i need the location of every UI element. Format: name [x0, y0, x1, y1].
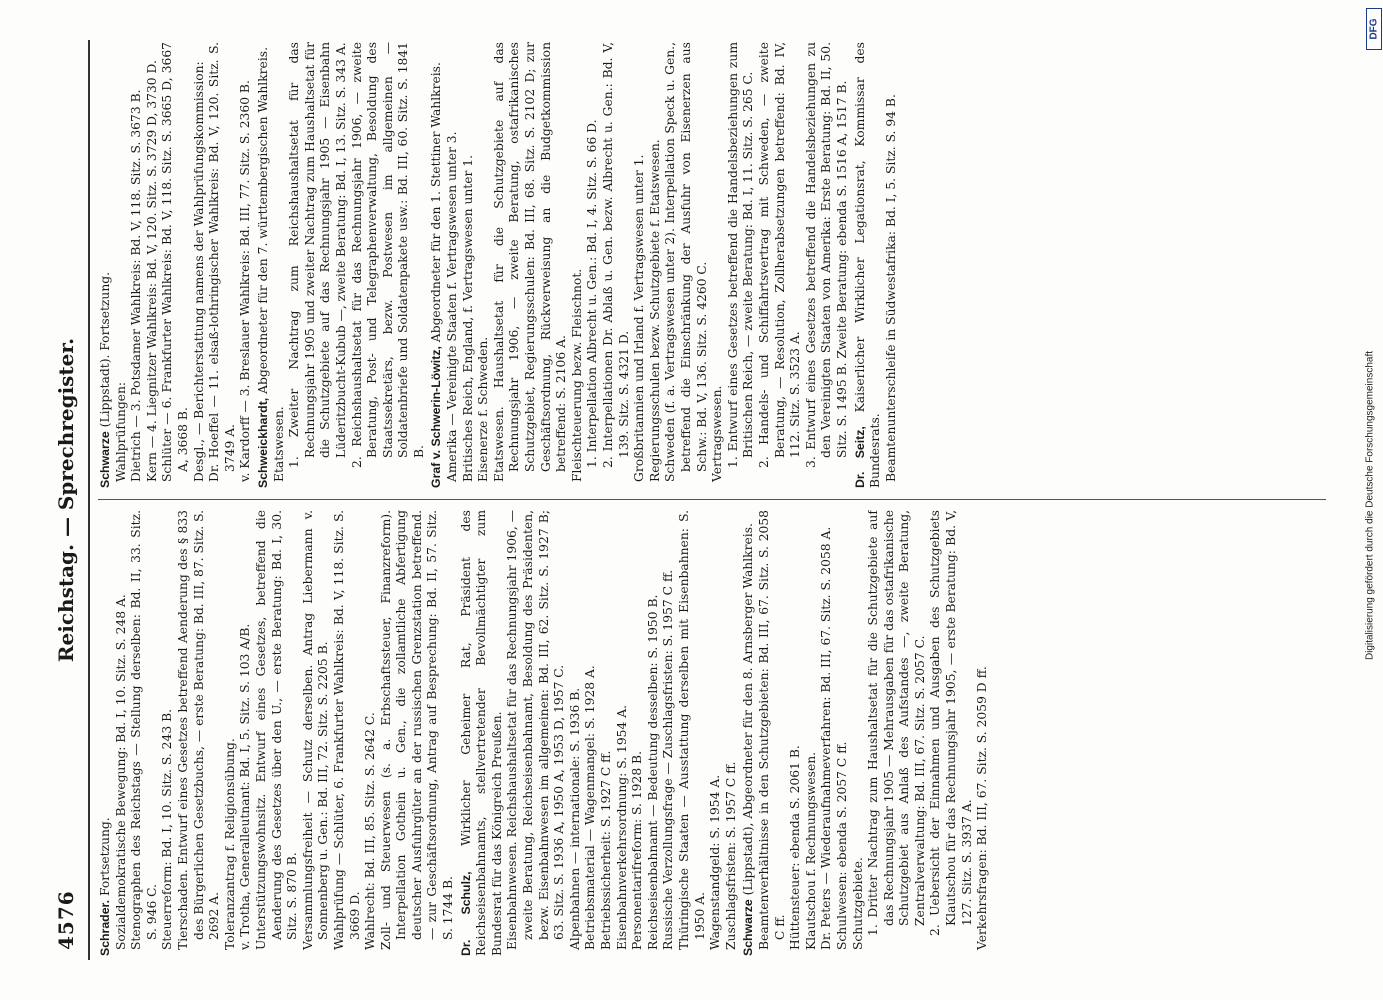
header-rule — [88, 40, 90, 960]
entry-reference: Eisenbahnwesen. Reichshaushaltsetat für das Rechnungsjahr 1906, — zweite Beratung, Reichseisenbahnamt, Besoldung des Präsidenten, bezw. Eisenbahnwesen im allgemeinen: Bd. III, 62. Sitz. S. 1927 B; 63. Sitz. S. 1936 A, 1950 A, 1953 D, 1957 C. — [505, 510, 567, 950]
entry-reference: 1. Interpellation Albrecht u. Gen.: Bd. I, 4. Sitz. S. 66 D. — [585, 119, 600, 468]
entry-reference: Betriebssicherheit: S. 1927 C ff. — [599, 750, 613, 950]
entry-reference: Amerika — Vereinigte Staaten f. Vertragswesen unter 3. — [445, 131, 460, 482]
entry-reference: Sozialdemokratische Bewegung: Bd. I, 10. Sitz. S. 248 A. — [113, 594, 128, 950]
register-entry — [741, 510, 991, 956]
entry-reference: Toleranzantrag f. Religionsübung. — [222, 738, 237, 950]
entry-reference: Dietrich — 3. Potsdamer Wahlkreis: Bd. V, 118. Sitz. S. 3673 B. — [129, 89, 144, 482]
entry-reference: Hüttensteuer: ebenda S. 2061 B. — [788, 745, 803, 950]
entry-reference: Britisches Reich, England, f. Vertragswesen unter 1. — [460, 154, 475, 482]
entry-reference: Wahlprüfungen: — [113, 381, 128, 482]
entry-reference: Reichseisenbahnamt — Bedeutung desselben: S. 1950 B. — [645, 594, 660, 950]
entry-description: Abgeordneter für den 1. Stettiner Wahlkreis. — [429, 62, 444, 343]
entry-reference: Zoll- und Steuerwesen (s. a. Erbschaftssteuer, Finanzreform). Interpellation Gothein u. Gen., die zollamtliche Abfertigung deutscher Ausfuhrgüter an der russischen Grenzstation betreffend. — zur Geschäftsordnung, Antrag auf Besprechung: Bd. II, 57. Sitz. S. 1744 B. — [378, 510, 456, 950]
entry-reference: Tierschaden. Entwurf eines Gesetzes betreffend Aenderung des § 833 des Bürgerlichen Gesetzbuchs, — erste Beratung: Bd. III, 87. Sitz. S. 2692 A. — [175, 510, 222, 950]
entry-reference: Kern — 4. Liegnitzer Wahlkreis: Bd. V, 120. Sitz. S. 3729 D, 3730 D. — [144, 60, 159, 482]
entry-reference: Regierungsschulen bezw. Schutzgebiete f. Etatswesen. — [647, 139, 662, 482]
entry-reference: Desgl., — Berichterstattung namens der Wahlprüfungskommission: — [191, 61, 206, 482]
entry-description: Fortsetzung. — [98, 817, 112, 897]
entry-reference: 2. Interpellationen Dr. Ablaß u. Gen. bezw. Albrecht u. Gen.: Bd. V, 139. Sitz. S. 4321 D. — [601, 42, 631, 468]
page-header — [46, 30, 86, 970]
register-entry — [98, 42, 254, 488]
entry-reference: Beamtenunterschleife in Südwestafrika: Bd. I, 5. Sitz. S. 94 B. — [883, 94, 898, 482]
page-number: 4576 — [54, 890, 78, 950]
entry-name: Schwarze — [98, 431, 112, 488]
entry-reference: Verkehrsfragen: Bd. III, 67. Sitz. S. 2059 D ff. — [975, 666, 990, 950]
entry-name: Schweickhardt, — [255, 397, 270, 488]
entry-description: (Lippstadt), Abgeordneter für den 8. Arnsberger Wahlkreis. — [741, 523, 756, 896]
register-entry — [98, 510, 457, 956]
entry-reference: Russische Verzollungsfrage — Zuschlagsfristen: S. 1957 C ff. — [661, 569, 676, 950]
column-divider — [98, 499, 1326, 500]
entry-description: Kaiserlicher Wirklicher Legationsrat, Kommissar des Bundesrats. — [852, 42, 883, 488]
entry-reference: Zuschlagsfristen: S. 1957 C ff. — [723, 761, 738, 950]
entry-reference: Vertragswesen. — [710, 385, 725, 482]
entry-reference: Personentarifreform: S. 1928 B. — [630, 751, 645, 950]
entry-reference: Wahlprüfung — Schlüter, 6. Frankfurter Wahlkreis: Bd. V, 118. Sitz. S. 3669 D. — [331, 510, 362, 950]
entry-reference: Dr. Peters — Wiederaufnahmeverfahren: Bd. III, 67. Sitz. S. 2058 A. — [819, 526, 834, 950]
entry-reference: 2. Handels- und Schiffahrtsvertrag mit Schweden, — zweite Beratung, — Resolution, Zollherabsetzungen betreffend: Bd. IV, 112. Sitz. S. 3523 A. — [756, 42, 803, 468]
entry-reference: 1. Zweiter Nachtrag zum Reichshaushaltsetat für das Rechnungsjahr 1905 und zweiter Nachtrag zum Haushaltsetat für die Schutzgebiete auf das Rechnungsjahr 1905 — Eisenbahn Lüderitzbucht-Kubub —, zweite Beratung: Bd. I, 13. Sitz. S. 343 A. — [287, 42, 348, 468]
entry-name: Dr. Schulz, — [458, 871, 473, 956]
left-column — [98, 510, 1326, 956]
entry-name: Schwarze — [741, 899, 756, 956]
entry-reference: 3. Entwurf eines Gesetzes betreffend die Handelsbeziehungen zu den Vereinigten Staaten von Amerika: Erste Beratung: Bd. II, 50. Sitz. S. 1495 B. Zweite Beratung: ebenda S. 1516 A, 1517 B. — [803, 42, 849, 468]
entry-reference: Wahlrecht: Bd. III, 85. Sitz. S. 2642 C. — [363, 712, 378, 950]
entry-reference: Thüringische Staaten — Ausstattung derselben mit Eisenbahnen: S. 1950 A. — [676, 510, 707, 950]
entry-reference: Versammlungsfreiheit — Schutz derselben. Antrag Liebermann v. Sonnenberg u. Gen.: Bd. III, 72. Sitz. S. 2205 B. — [300, 510, 331, 950]
entry-reference: Eisenbahnverkehrsordnung: S. 1954 A. — [614, 704, 629, 950]
register-entry — [429, 42, 850, 488]
entry-reference: v. Trotha, Generalleutnant: Bd. I, 5. Sitz. S. 103 A/B. — [238, 623, 253, 950]
entry-reference: Steuerreform: Bd. I, 10. Sitz. S. 243 B. — [160, 708, 175, 950]
entry-description: Abgeordneter für den 7. württembergischen Wahlkreis. — [255, 47, 270, 394]
register-entry — [459, 510, 740, 956]
entry-reference: Alpenbahnen — internationale: S. 1936 B. — [567, 687, 582, 950]
entry-description: Wirklicher Geheimer Rat, Präsident des Reichseisenbahnamts, stellvertretender Bevollmächtigter zum Bundesrat für das Königreich Preußen. — [458, 510, 504, 956]
entry-name: Schrader. — [98, 899, 112, 956]
entry-reference: Schweden (f. a. Vertragswesen unter 2). Interpellation Speck u. Gen., betreffend die Einschränkung der Ausfuhr von Eisenerzen aus Schw.: Bd. V, 136. Sitz. S. 4260 C. — [663, 42, 709, 482]
entry-description: (Lippstadt). Fortsetzung. — [98, 271, 112, 428]
entry-name: Dr. Seitz, — [852, 426, 867, 488]
entry-reference: Schulwesen: ebenda S. 2057 C ff. — [834, 741, 849, 950]
register-page — [46, 30, 1336, 970]
page-title: Reichstag. — Sprechregister. — [54, 337, 78, 663]
entry-reference: Dr. Hoeffel — 11. elsaß-lothringischer Wahlkreis: Bd. V, 120. Sitz. S. 3749 A. — [207, 42, 237, 482]
entry-reference: Fleischteuerung bezw. Fleischnot. — [569, 268, 584, 482]
entry-reference: Etatswesen. Haushaltsetat für die Schutzgebiete auf das Rechnungsjahr 1906, — zweite Beratung, ostafrikanisches Schutzgebiet, Regierungsschulen: Bd. III, 68. Sitz. S. 2102 D; zur Geschäftsordnung, Rückverweisung an die Budgetkommission betreffend: S. 2106 A. — [491, 42, 569, 482]
entry-reference: Unterstützungswohnsitz. Entwurf eines Gesetzes, betreffend die Aenderung des Gesetzes über den U., — erste Beratung: Bd. I, 30. Sitz. S. 870 B. — [253, 510, 300, 950]
register-entry — [853, 42, 900, 488]
entry-name: Graf v. Schwerin-Löwitz, — [429, 346, 444, 488]
entry-reference: Klautschou f. Rechnungswesen. — [803, 751, 818, 950]
entry-reference: Betriebsmaterial — Wagenmangel: S. 1928 A. — [583, 665, 598, 950]
digitization-note: Digitalisierung gefördert durch die Deutsche Forschungsgemeinschaft — [1364, 350, 1376, 661]
entry-reference: Großbritannien und Irland f. Vertragswesen unter 1. — [632, 154, 647, 482]
entry-reference: 2. Uebersicht der Einnahmen und Ausgaben des Schutzgebiets Klautschou für das Rechnungsjahr 1905, — erste Beratung: Bd. V, 127. Sitz. S. 3937 A. — [928, 510, 974, 936]
entry-reference: Beamtenverhältnisse in den Schutzgebieten: Bd. III, 67. Sitz. S. 2058 C ff. — [756, 510, 787, 950]
entry-reference: 1. Entwurf eines Gesetzes betreffend die Handelsbeziehungen zum Britischen Reich, — zweite Beratung: Bd. I, 11. Sitz. S. 265 C. — [725, 42, 756, 468]
entry-reference: Stenographen des Reichstags — Stellung derselben: Bd. II, 33. Sitz. S. 946 C. — [129, 510, 159, 950]
entry-reference: v. Kardorff — 3. Breslauer Wahlkreis: Bd. III, 77. Sitz. S. 2360 B. — [238, 80, 253, 482]
entry-reference: 2. Reichshaushaltsetat für das Rechnungsjahr 1906, — zweite Beratung, Post- und Telegraphenverwaltung, Besoldung des Staatssekretärs, bezw. Postwesen im allgemeinen — Soldatenbriefe und Soldatenpakete usw.: Bd. III, 60. Sitz. S. 1841 B. — [349, 42, 426, 468]
entry-reference: Wagenstandgeld: S. 1954 A. — [708, 774, 723, 950]
entry-reference: Schutzgebiete. — [850, 857, 865, 950]
entry-reference: 1. Dritter Nachtrag zum Haushaltsetat für die Schutzgebiete auf das Rechnungsjahr 1905 — Mehrausgaben für das ostafrikanische Schutzgebiet aus Anlaß des Aufstandes —, zweite Beratung, Zentralverwaltung: Bd. III, 67. Sitz. S. 2057 C. — [866, 510, 927, 936]
dfg-logo: DFG — [1366, 8, 1382, 50]
right-column — [98, 42, 1326, 488]
entry-reference: Schlüter — 6. Frankfurter Wahlkreis: Bd. V, 118. Sitz. S. 3665 D, 3667 A, 3668 B. — [160, 42, 190, 482]
register-entry — [256, 42, 428, 488]
entry-reference: Eisenerze f. Schweden. — [476, 336, 491, 482]
entry-reference: Etatswesen. — [271, 406, 286, 482]
